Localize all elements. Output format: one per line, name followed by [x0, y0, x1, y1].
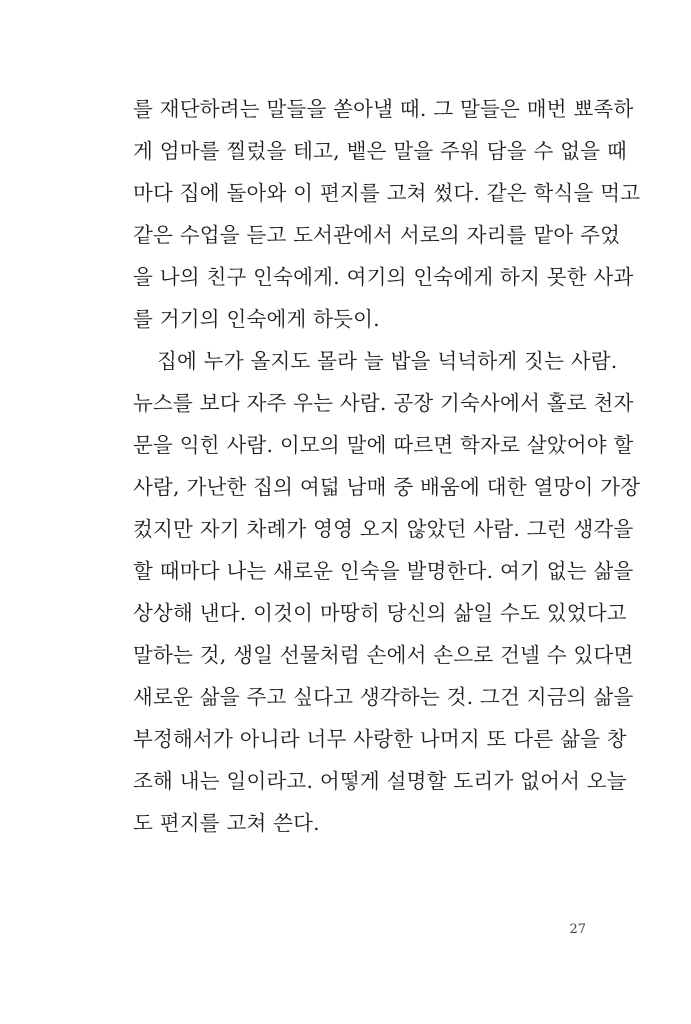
line-text: 할 때마다 나는 새로운 인숙을 발명한다. 여기 없는 삶을 — [133, 559, 634, 583]
line-text: 마다 집에 돌아와 이 편지를 고쳐 썼다. 같은 학식을 먹고 — [133, 181, 641, 205]
text-line — [133, 340, 618, 382]
paragraph-1 — [133, 88, 641, 340]
text-line — [133, 424, 634, 466]
line-text: 조해 내는 일이라고. 어떻게 설명할 도리가 없어서 오늘 — [133, 769, 627, 793]
body-text-block — [133, 88, 641, 844]
line-text: 말하는 것, 생일 선물처럼 손에서 손으로 건넬 수 있다면 — [133, 643, 634, 667]
line-text: 뉴스를 보다 자주 우는 사람. 공장 기숙사에서 홀로 천자 — [133, 391, 634, 415]
text-line — [133, 214, 621, 256]
line-text: 문을 익힌 사람. 이모의 말에 따르면 학자로 살았어야 할 — [133, 433, 634, 457]
text-line — [133, 88, 634, 130]
line-text: 를 재단하려는 말들을 쏟아낼 때. 그 말들은 매번 뾰족하 — [133, 97, 634, 121]
line-text: 같은 수업을 듣고 도서관에서 서로의 자리를 맡아 주었 — [133, 223, 621, 247]
text-line: 를 거기의 인숙에게 하듯이. — [133, 307, 380, 331]
text-line — [133, 760, 627, 802]
line-text: 사람, 가난한 집의 여덟 남매 중 배움에 대한 열망이 가장 — [133, 475, 641, 499]
text-line — [133, 718, 627, 760]
text-line — [133, 634, 634, 676]
line-text: 상상해 낸다. 이것이 마땅히 당신의 삶일 수도 있었다고 — [133, 601, 627, 625]
line-text: 새로운 삶을 주고 싶다고 생각하는 것. 그건 지금의 삶을 — [133, 685, 634, 709]
text-line — [133, 550, 634, 592]
line-text: 부정해서가 아니라 너무 사랑한 나머지 또 다른 삶을 창 — [133, 727, 627, 751]
text-line — [133, 508, 634, 550]
text-line — [133, 466, 641, 508]
text-line — [133, 256, 634, 298]
text-line — [133, 172, 641, 214]
text-line — [133, 676, 634, 718]
text-line — [133, 130, 627, 172]
line-text: 집에 누가 올지도 몰라 늘 밥을 넉넉하게 짓는 사람. — [157, 349, 618, 373]
paragraph-2 — [133, 340, 641, 844]
line-text: 게 엄마를 찔렀을 테고, 뱉은 말을 주워 담을 수 없을 때 — [133, 139, 627, 163]
line-text: 을 나의 친구 인숙에게. 여기의 인숙에게 하지 못한 사과 — [133, 265, 634, 289]
text-line — [133, 382, 634, 424]
text-line: 도 편지를 고쳐 쓴다. — [133, 811, 320, 835]
text-line — [133, 592, 627, 634]
line-text: 컸지만 자기 차례가 영영 오지 않았던 사람. 그런 생각을 — [133, 517, 634, 541]
page-number: 27 — [569, 922, 586, 937]
